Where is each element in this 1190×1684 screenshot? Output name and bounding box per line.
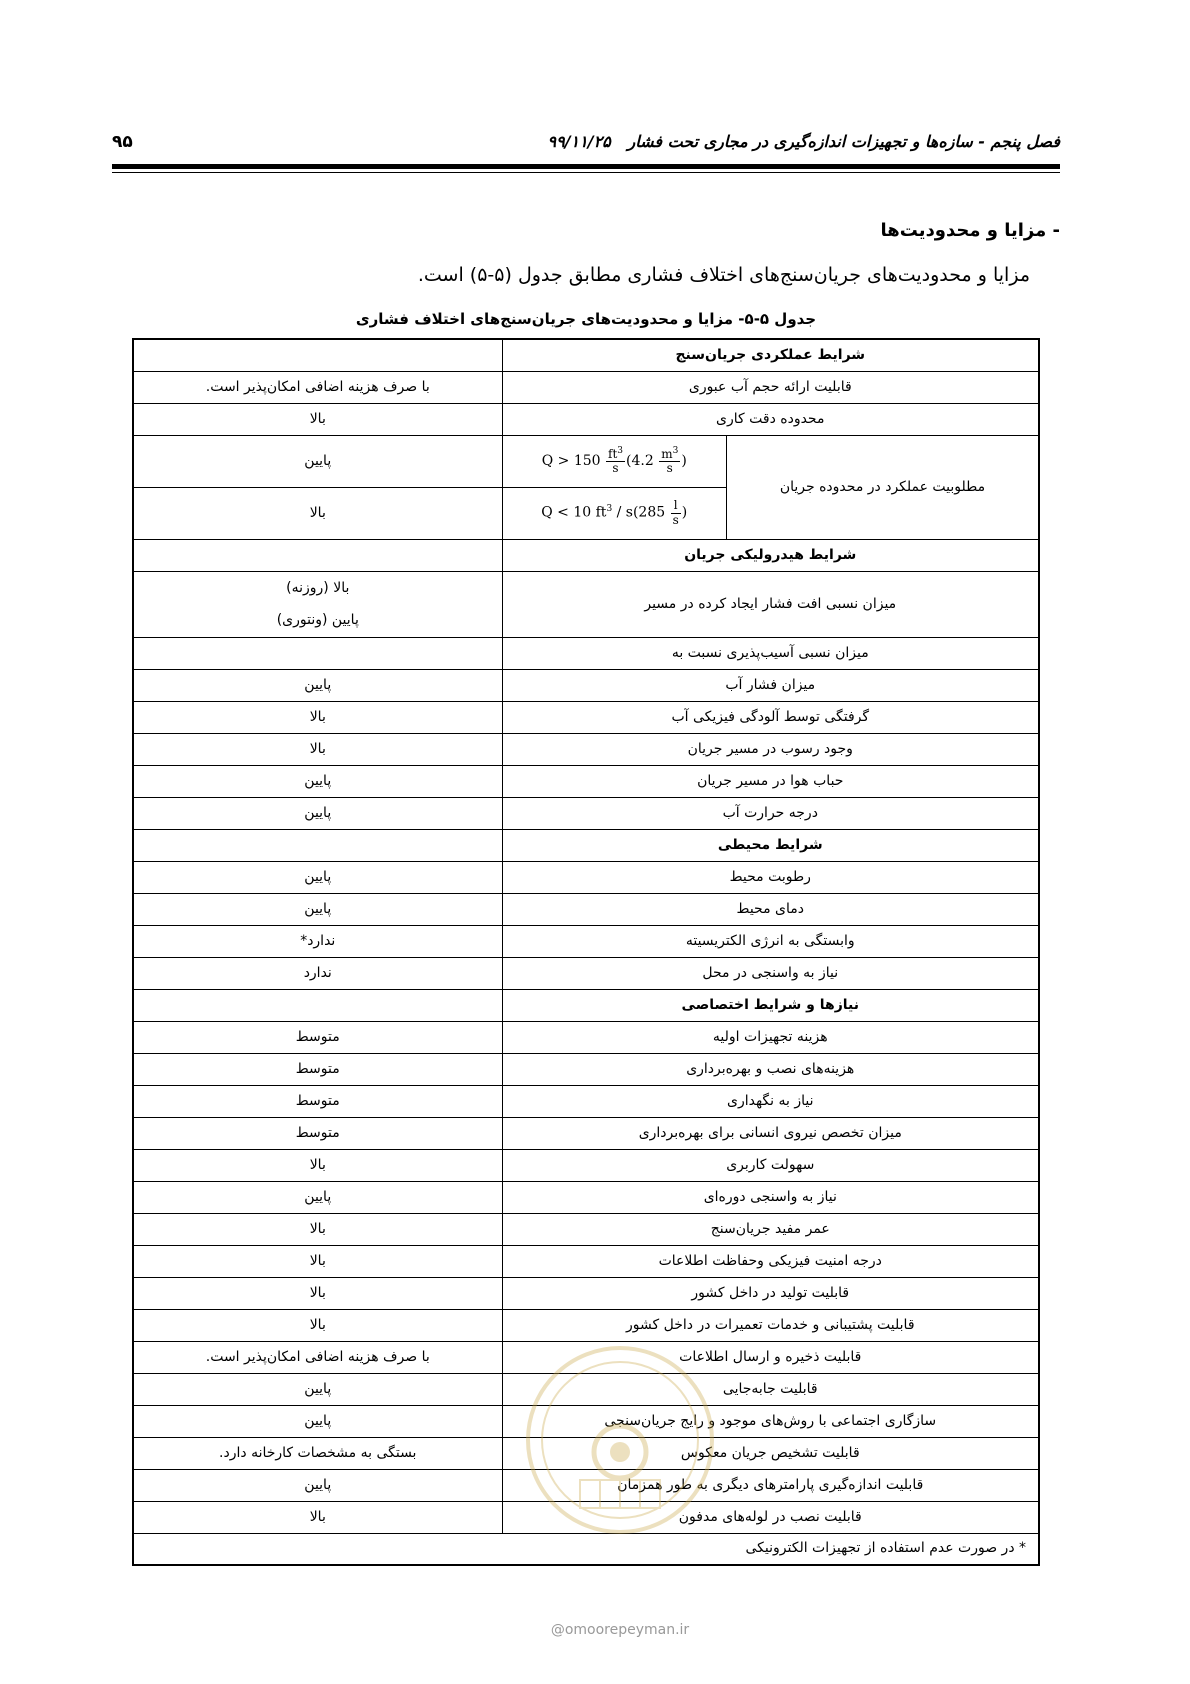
formula-fraction (671, 499, 681, 526)
flow-formula-low (502, 487, 726, 539)
table-cell-value: پایین (133, 797, 502, 829)
chapter-title (548, 132, 1061, 151)
table-cell-label: سازگاری اجتماعی با روش‌های موجود و رایج جریان‌سنجی (502, 1405, 1039, 1437)
table-cell-value (133, 571, 502, 637)
table-cell-value: متوسط (133, 1021, 502, 1053)
value-line: پایین (ونتوری) (276, 612, 359, 628)
table-row (133, 765, 1039, 797)
formula-fraction (606, 447, 625, 475)
table-row (133, 539, 1039, 571)
table-row (133, 797, 1039, 829)
table-cell-value: بالا (133, 1149, 502, 1181)
table-cell-value: بالا (133, 1245, 502, 1277)
table-cell-label: قابلیت اندازه‌گیری پارامترهای دیگری به طور همزمان (502, 1469, 1039, 1501)
fraction-denominator: s (612, 461, 619, 475)
table-cell-label: وجود رسوب در مسیر جریان (502, 733, 1039, 765)
table-cell-label: قابلیت نصب در لوله‌های مدفون (502, 1501, 1039, 1533)
watermark-seal-icon (520, 1340, 720, 1540)
watermark-text: @omoorepeyman.ir (550, 1622, 690, 1638)
table-cell-label: هزینه تجهیزات اولیه (502, 1021, 1039, 1053)
table-cell-value: پایین (133, 1469, 502, 1501)
section-header-operational: شرایط عملکردی جریان‌سنج (502, 339, 1039, 371)
table-cell-value: ندارد* (133, 925, 502, 957)
formula-text: ) (681, 505, 688, 521)
table-cell-value (133, 637, 502, 669)
table-row (133, 571, 1039, 637)
table-cell-value: بالا (133, 701, 502, 733)
formula-text: ) (681, 453, 687, 469)
table-cell-label: قابلیت تشخیص جریان معکوس (502, 1437, 1039, 1469)
table-cell-value: بالا (133, 1501, 502, 1533)
unit-exponent: 3 (617, 445, 624, 456)
table-row (133, 339, 1039, 371)
table-cell-value: پایین (133, 861, 502, 893)
header-rule-thick (112, 164, 1060, 169)
table-row (133, 1085, 1039, 1117)
table-cell-value: بالا (133, 1277, 502, 1309)
table-row (133, 1277, 1039, 1309)
section-heading: - مزایا و محدودیت‌ها (880, 220, 1060, 241)
table-cell-label: دمای محیط (502, 893, 1039, 925)
table-row (133, 1213, 1039, 1245)
table-cell-value: پایین (133, 1405, 502, 1437)
table-row (133, 435, 1039, 487)
table-cell-label: عمر مفید جریان‌سنج (502, 1213, 1039, 1245)
table-cell-value: پایین (133, 893, 502, 925)
table-cell-value: پایین (133, 765, 502, 797)
formula-text: (4.2 (626, 453, 654, 469)
header-date: ۹۹/۱۱/۲۵ (547, 132, 611, 151)
table-cell-value (133, 829, 502, 861)
table-row (133, 861, 1039, 893)
table-cell-value: بستگی به مشخصات کارخانه دارد. (133, 1437, 502, 1469)
formula-text: / s(285 (612, 505, 666, 521)
table-row (133, 829, 1039, 861)
table-row (133, 701, 1039, 733)
flow-formula-high (502, 435, 726, 487)
table-cell-value: پایین (133, 1181, 502, 1213)
fraction-denominator: s (666, 461, 673, 475)
table-row (133, 1245, 1039, 1277)
table-cell-label: نیاز به نگهداری (502, 1085, 1039, 1117)
table-cell-label: حباب هوا در مسیر جریان (502, 765, 1039, 797)
table-cell-label: میزان تخصص نیروی انسانی برای بهره‌برداری (502, 1117, 1039, 1149)
header-rule-thin (112, 172, 1060, 173)
table-cell-value (133, 989, 502, 1021)
page-header (112, 128, 1060, 168)
table-cell-value (133, 339, 502, 371)
table-cell-value: پایین (133, 669, 502, 701)
table-row (133, 669, 1039, 701)
table-footnote: * در صورت عدم استفاده از تجهیزات الکترونیکی (133, 1533, 1039, 1565)
table-cell-label: رطوبت محیط (502, 861, 1039, 893)
table-cell-label: میزان نسبی افت فشار ایجاد کرده در مسیر (502, 571, 1039, 637)
table-cell-value: پایین (133, 1373, 502, 1405)
section-header-hydraulic: شرایط هیدرولیکی جریان (502, 539, 1039, 571)
table-cell-label: میزان نسبی آسیب‌پذیری نسبت به (502, 637, 1039, 669)
table-cell-label: محدوده دقت کاری (502, 403, 1039, 435)
fraction-numerator (659, 447, 680, 462)
table-row (133, 371, 1039, 403)
table-row (133, 1309, 1039, 1341)
table-cell-label: درجه حرارت آب (502, 797, 1039, 829)
table-cell-label: قابلیت جابه‌جایی (502, 1373, 1039, 1405)
table-cell-value: بالا (133, 1309, 502, 1341)
table-caption: جدول ۵-۵- مزایا و محدودیت‌های جریان‌سنج‌های اختلاف فشاری (355, 310, 817, 328)
table-cell-label: قابلیت ارائه حجم آب عبوری (502, 371, 1039, 403)
section-header-environment: شرایط محیطی (502, 829, 1039, 861)
table-cell-label: نیاز به واسنجی در محل (502, 957, 1039, 989)
table-cell-value: متوسط (133, 1117, 502, 1149)
table-row (133, 637, 1039, 669)
table-row (133, 1149, 1039, 1181)
table-row (133, 1053, 1039, 1085)
table-cell-label: نیاز به واسنجی دوره‌ای (502, 1181, 1039, 1213)
table-cell-label: وابستگی به انرژی الکتریسیته (502, 925, 1039, 957)
table-row (133, 1021, 1039, 1053)
table-cell-value: پایین (133, 435, 502, 487)
unit-text: m (661, 446, 673, 461)
table-cell-value: بالا (133, 733, 502, 765)
table-cell-value: ندارد (133, 957, 502, 989)
table-cell-value: بالا (133, 487, 502, 539)
formula-fraction (659, 447, 680, 475)
table-cell-value: با صرف هزینه اضافی امکان‌پذیر است. (133, 1341, 502, 1373)
table-row (133, 925, 1039, 957)
formula-text: Q < 10 ft (541, 505, 607, 521)
table-cell-value: متوسط (133, 1053, 502, 1085)
table-row (133, 957, 1039, 989)
table-row (133, 403, 1039, 435)
table-cell-value (133, 539, 502, 571)
table-cell-label: درجه امنیت فیزیکی وحفاظت اطلاعات (502, 1245, 1039, 1277)
table-row (133, 1181, 1039, 1213)
fraction-numerator: l (671, 499, 681, 513)
fraction-numerator (606, 447, 625, 462)
table-row (133, 893, 1039, 925)
unit-text: ft (608, 446, 618, 461)
table-cell-value: بالا (133, 403, 502, 435)
table-cell-label: سهولت کاربری (502, 1149, 1039, 1181)
unit-exponent: 3 (672, 445, 679, 456)
table-cell-label: قابلیت تولید در داخل کشور (502, 1277, 1039, 1309)
table-cell-label: میزان فشار آب (502, 669, 1039, 701)
table-cell-value: با صرف هزینه اضافی امکان‌پذیر است. (133, 371, 502, 403)
table-row (133, 733, 1039, 765)
fraction-denominator: s (672, 512, 679, 527)
table-cell-label: قابلیت ذخیره و ارسال اطلاعات (502, 1341, 1039, 1373)
intro-text: مزایا و محدودیت‌های جریان‌سنج‌های اختلاف فشاری مطابق جدول (۵-۵) است. (417, 264, 1030, 286)
section-header-special: نیازها و شرایط اختصاصی (502, 989, 1039, 1021)
table-cell-label: قابلیت پشتیبانی و خدمات تعمیرات در داخل کشور (502, 1309, 1039, 1341)
table-cell-label: مطلوبیت عملکرد در محدوده جریان (727, 435, 1040, 539)
formula-text: Q > 150 (541, 453, 601, 469)
table-row (133, 1117, 1039, 1149)
unit-exponent: 3 (606, 504, 613, 515)
table-cell-label: گرفتگی توسط آلودگی فیزیکی آب (502, 701, 1039, 733)
chapter-title-text: فصل پنجم - سازه‌ها و تجهیزات اندازه‌گیری در مجاری تحت فشار (627, 132, 1060, 151)
value-line: بالا (روزنه) (286, 580, 350, 596)
table-cell-value: متوسط (133, 1085, 502, 1117)
table-row (133, 989, 1039, 1021)
table-cell-value: بالا (133, 1213, 502, 1245)
page-number: ۹۵ (112, 132, 133, 152)
table-cell-label: هزینه‌های نصب و بهره‌برداری (502, 1053, 1039, 1085)
